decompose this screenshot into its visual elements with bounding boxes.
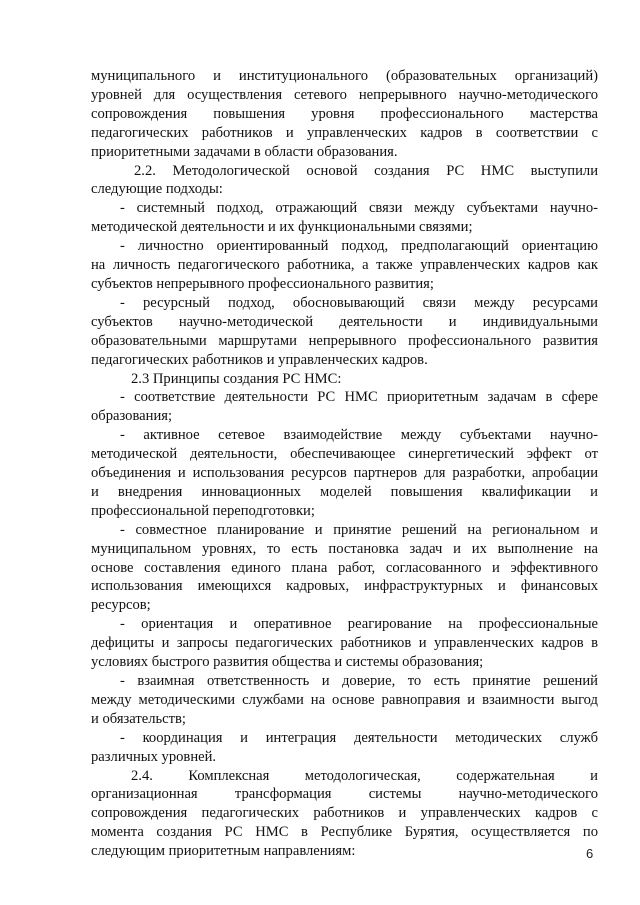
text-line: образования; xyxy=(91,408,173,425)
list-item: - личностно ориентированный подход, предполагающий ориентацию xyxy=(120,238,598,255)
text-line: муниципального и институционального (образовательных организаций) xyxy=(91,68,598,84)
list-item: - совместное планирование и принятие решений на региональном и xyxy=(120,521,598,538)
page-number: 6 xyxy=(586,846,594,861)
text-line: и внедрения инновационных моделей повышения квалификации и xyxy=(91,483,598,500)
list-item: - взаимная ответственность и доверие, то есть принятие решений xyxy=(120,673,598,689)
text-line: приоритетными задачами в области образования. xyxy=(91,143,398,160)
text-line: на личность педагогического работника, а также управленческих кадров как xyxy=(91,257,598,274)
list-item: - ориентация и оперативное реагирование на профессиональные xyxy=(120,616,598,633)
text-line: уровней для осуществления сетевого непрерывного научно-методического xyxy=(91,86,598,103)
text-line: сопровождения повышения уровня профессионального мастерства xyxy=(91,105,598,122)
text-line: профессиональной переподготовки; xyxy=(91,502,315,519)
text-line: образовательными маршрутами непрерывного профессионального развития xyxy=(91,332,598,349)
list-item: - активное сетевое взаимодействие между субъектами научно- xyxy=(120,427,598,444)
section-heading-2-2: 2.2. Методологической основой создания РС НМС выступили xyxy=(134,162,598,179)
text-line: основе составления единого плана работ, согласованного и эффективного xyxy=(91,559,598,576)
text-line: и обязательств; xyxy=(91,710,186,727)
text-line: муниципальном уровнях, то есть постановка задач и их выполнение на xyxy=(91,540,598,557)
section-heading-2-3: 2.3 Принципы создания РС НМС: xyxy=(131,370,342,387)
text-line: организационная трансформация системы научно-методического xyxy=(91,786,598,803)
text-line: субъектов научно-методической деятельности и индивидуальными xyxy=(91,313,598,330)
section-heading-2-4: 2.4. Комплексная методологическая, содержательная и xyxy=(131,767,598,784)
text-line: следующим приоритетным направлениям: xyxy=(91,843,356,860)
text-line: методической деятельности и их функциональными связями; xyxy=(91,219,473,236)
text-line: дефициты и запросы педагогических работников и управленческих кадров в xyxy=(91,635,598,652)
list-item: - координация и интеграция деятельности методических служб xyxy=(120,729,598,746)
list-item: - ресурсный подход, обосновывающий связи между ресурсами xyxy=(120,294,598,311)
text-line: различных уровней. xyxy=(91,748,217,765)
list-item: - соответствие деятельности РС НМС приоритетным задачам в сфере xyxy=(120,389,598,406)
text-line: педагогических работников и управленческих кадров в соответствии с xyxy=(91,124,598,141)
text-line: субъектов непрерывного профессионального развития; xyxy=(91,275,434,292)
text-line: педагогических работников и управленческих кадров. xyxy=(91,351,428,368)
body-text xyxy=(91,67,598,861)
text-line: сопровождения педагогических работников и управленческих кадров с xyxy=(91,805,598,822)
text-line: следующие подходы: xyxy=(91,181,223,198)
text-line: ресурсов; xyxy=(91,597,151,614)
text-line: использования имеющихся кадровых, инфраструктурных и финансовых xyxy=(91,578,598,595)
text-line: условиях быстрого развития общества и системы образования; xyxy=(91,654,484,671)
text-line: между методическими службами на основе равноправия и взаимности выгод xyxy=(91,691,598,708)
text-line: объединения и использования ресурсов партнеров для разработки, апробации xyxy=(91,465,598,482)
text-line: методической деятельности, обеспечивающее синергетический эффект от xyxy=(91,446,598,463)
list-item: - системный подход, отражающий связи между субъектами научно- xyxy=(120,200,598,217)
text-line: момента создания РС НМС в Республике Бурятия, осуществляется по xyxy=(91,824,598,841)
